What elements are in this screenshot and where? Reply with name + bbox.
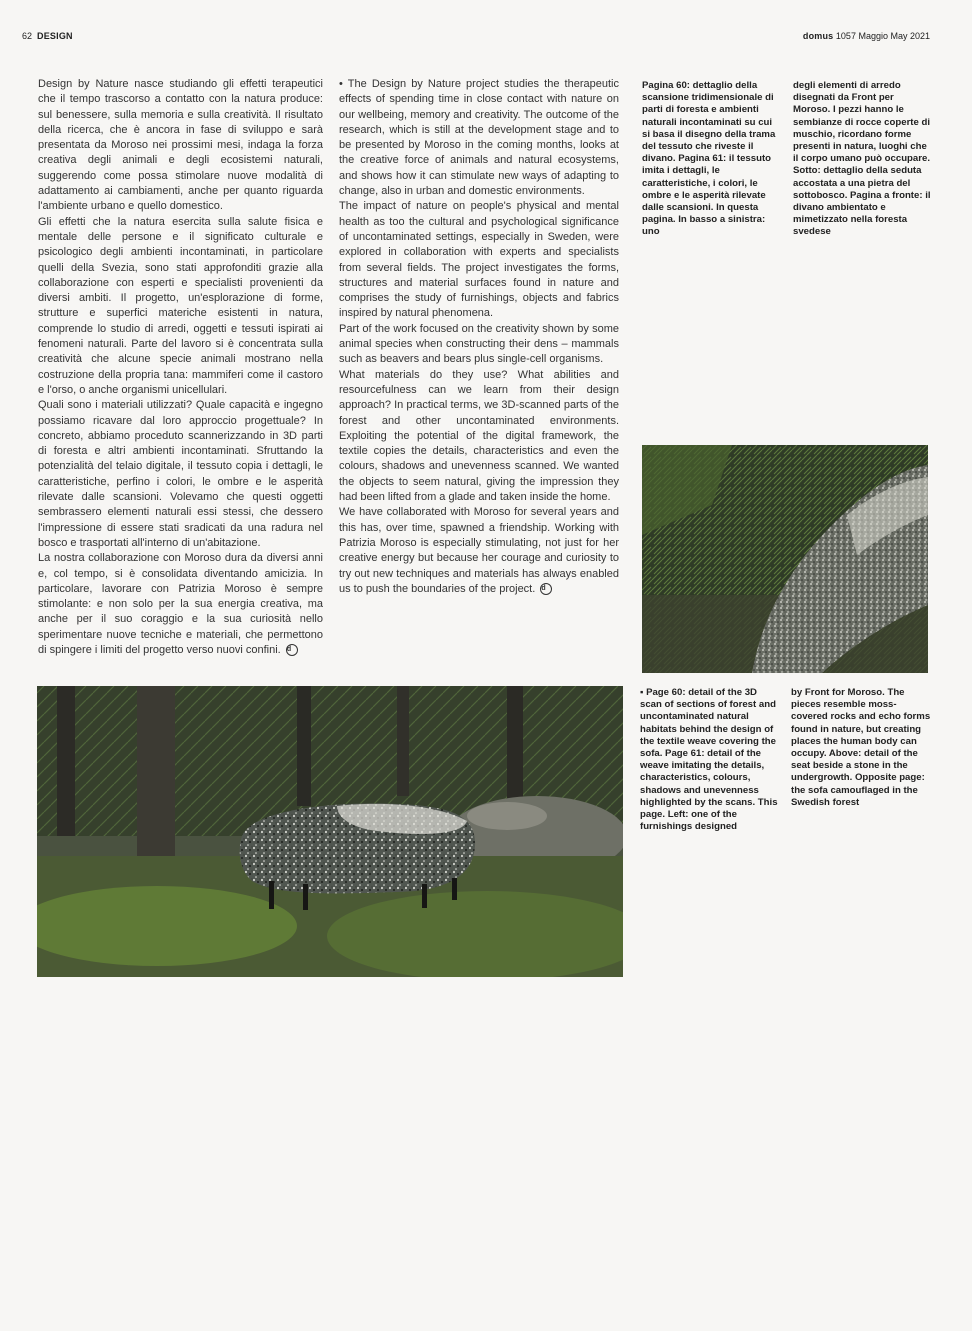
page-header-left (22, 31, 73, 41)
body-paragraph: Quali sono i materiali utilizzati? Quale capacità e ingegno possiamo ricavare dal loro approccio progettuale? In concreto, abbiamo proceduto scannerizzando in 3D parti di foresta e altri ambienti incontaminati. Sfruttando la potenzialità del telaio digitale, il tessuto copia i dettagli, le caratteristiche, perfino i colori, le ombre e le asperità rilevate dalle scansioni. Volevamo che questi oggetti sembrassero elementi naturali essi stessi, che dessero l'impressione di essere stati sradicati da una radura nel bosco e trasportati all'interno di un'abitazione. (38, 399, 323, 549)
domus-end-mark: d (286, 644, 298, 656)
body-paragraph: La nostra collaborazione con Moroso dura da diversi anni e, col tempo, si è consolidata diventando amicizia. In particolare, lavorare con Patrizia Moroso è sempre stimolante: e non solo per la sua energia creativa, ma anche per il suo coraggio e la sua curiosità nello sperimentare nuove tecniche e materiali, che permettono di spingere i limiti del progetto verso nuovi confini. d (38, 552, 323, 656)
issue-info: 1057 Maggio May 2021 (835, 31, 930, 41)
photo-sofa-in-forest (37, 686, 623, 977)
domus-end-mark: d (540, 583, 552, 595)
body-column-italian (38, 77, 323, 658)
body-paragraph: Part of the work focused on the creativity shown by some animal species when constructing their dens – mammals such as beavers and bears plus single-cell organisms. (339, 322, 619, 366)
body-paragraph: We have collaborated with Moroso for several years and this has, over time, spawned a friendship. Working with Patrizia Moroso is especially stimulating, not just for her creative energy but because her courage and curiosity to try out new techniques and materials has always enabled us to push the boundaries of the project. d (339, 506, 619, 595)
body-paragraph: Design by Nature nasce studiando gli effetti terapeutici che il tempo trascorso a contatto con la natura produce: sul benessere, sulla memoria e sulla creatività. Il risultato della ricerca, che è ancora in fase di sviluppo e sarà presentata da Moroso nei prossimi mesi, indaga la forza creativa degli animali e degli ecosistemi naturali, suggerendo come possa stimolare nuove modalità di adattamento ai cambiamenti, anche per quanto riguarda l'ambiente urbano e quello domestico. (38, 78, 323, 213)
photo-seat-beside-stone (642, 445, 928, 673)
body-column-english (339, 77, 619, 597)
page-number: 62 (22, 31, 33, 41)
caption-italian-col1: Pagina 60: dettaglio della scansione tridimensionale di parti di foresta e ambienti naturali incontaminati su cui si basa il disegno della trama del tessuto che riveste il divano. Pagina 61: il tessuto imita i dettagli, le caratteristiche, i colori, le ombre e le asperità rilevate dalle scansioni. In questa pagina. In basso a sinistra: uno (642, 80, 776, 238)
body-paragraph: What materials do they use? What abilities and resourcefulness can we learn from their design approach? In practical terms, we 3D-scanned parts of the forest and other uncontaminated environments. Exploiting the potential of the digital framework, the textile copies the details, characteristics and even the colours, shadows and unevenness scanned. We wanted the objects to seem natural, giving the impression they had been lifted from a glade and taken inside the home. (339, 368, 619, 504)
magazine-name: domus (802, 31, 834, 41)
caption-english-col1: ▪ Page 60: detail of the 3D scan of sections of forest and uncontaminated natural habitats behind the design of the textile weave covering the sofa. Page 61: detail of the weave imitating the details, characteristics, colours, shadows and unevenness highlighted by the scans. This page. Left: one of the furnishings designed (640, 687, 778, 833)
section-label: DESIGN (37, 31, 73, 41)
caption-english-col2: by Front for Moroso. The pieces resemble moss-covered rocks and echo forms found in nature, but creating places the human body can occupy. Above: detail of the seat beside a stone in the undergrowth. Opposite page: the sofa camouflaged in the Swedish forest (791, 687, 931, 808)
page-header-right (803, 31, 930, 41)
body-paragraph: • The Design by Nature project studies the therapeutic effects of spending time in close contact with nature on our wellbeing, memory and creativity. The outcome of the research, which is still at the development stage and to be presented by Moroso in the coming months, looks at the creative force of animals and natural ecosystems, and shows how it can stimulate new ways of adapting to change, also in urban and domestic environments. (339, 78, 619, 198)
body-paragraph: Gli effetti che la natura esercita sulla salute fisica e mentale delle persone e il significato culturale e psicologico degli ambienti incontaminati, in particolare quelli della Svezia, sono stati approfonditi grazie alla collaborazione con esperti e specialisti provenienti da diversi ambiti. Il progetto, un'esplorazione di forme, strutture e superfici materiche esistenti in natura, comprende lo studio di arredi, oggetti e tessuti ispirati ai fenomeni naturali. Parte del lavoro si è concentrata sulla creatività che alcune specie animali mostrano nella costruzione della propria tana: mammiferi come il castoro e l'orso, o anche organismi unicellulari. (38, 215, 323, 396)
body-paragraph: The impact of nature on people's physical and mental health as too the cultural and psychological significance of uncontaminated settings, especially in Sweden, were explored in collaboration with experts and specialists from several fields. The project investigates the forms, structures and material surfaces found in nature and comprises the study of furnishings, objects and fabrics inspired by natural phenomena. (339, 200, 619, 320)
caption-italian-col2: degli elementi di arredo disegnati da Front per Moroso. I pezzi hanno le sembianze di rocce coperte di muschio, ricordano forme presenti in natura, luoghi che il corpo umano può occupare. Sotto: dettaglio della seduta accostata a una pietra del sottobosco. Pagina a fronte: il divano ambientato e mimetizzato nella foresta svedese (793, 80, 931, 238)
